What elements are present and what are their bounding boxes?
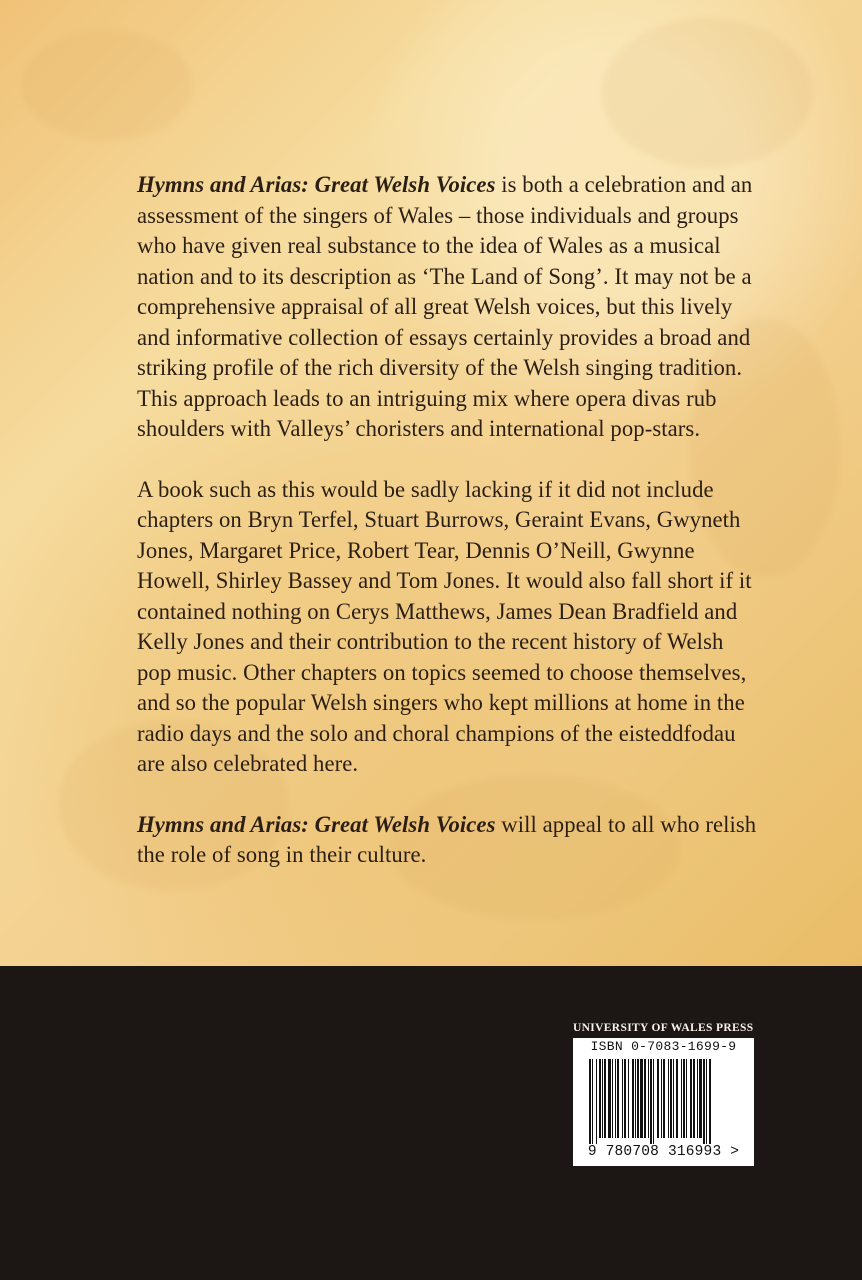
book-title: Hymns and Arias: Great Welsh Voices <box>137 811 496 837</box>
description-text: will appeal to all who relish the role of song in their culture. <box>137 811 757 867</box>
barcode-bar <box>670 1059 672 1138</box>
barcode-bar <box>650 1059 652 1144</box>
barcode <box>589 1059 743 1144</box>
barcode-bar <box>628 1059 629 1138</box>
barcode-number: 9 780708 316993 > <box>587 1144 740 1160</box>
barcode-bar <box>596 1059 597 1144</box>
barcode-bar <box>635 1059 636 1138</box>
barcode-bar <box>602 1059 603 1138</box>
barcode-bar <box>683 1059 685 1138</box>
book-title: Hymns and Arias: Great Welsh Voices <box>137 172 496 197</box>
barcode-bar <box>681 1059 682 1138</box>
barcode-bar <box>612 1059 613 1138</box>
description-paragraph-3 <box>137 810 762 871</box>
barcode-bar <box>690 1059 692 1138</box>
publisher-name: UNIVERSITY OF WALES PRESS <box>573 1022 754 1034</box>
barcode-bar <box>653 1059 654 1144</box>
barcode-bar <box>686 1059 687 1138</box>
barcode-bar <box>589 1059 591 1144</box>
barcode-bar <box>697 1059 698 1138</box>
isbn-text: ISBN 0-7083-1699-9 <box>590 1039 737 1054</box>
barcode-bar <box>592 1059 593 1144</box>
barcode-bar <box>640 1059 643 1138</box>
barcode-bar <box>703 1059 705 1144</box>
description-paragraph-2 <box>137 475 762 780</box>
description-text: A book such as this would be sadly lacking if it did not include chapters on Bryn Terfel, Stuart Burrows, Geraint Evans, Gwyneth Jones, Margaret Price, Robert Tear, Dennis O’Neill, Gwynne Howell, Shirley Bassey and Tom Jones. It would also fall short if it contained nothing on Cerys Matthews, James Dean Bradfield and Kelly Jones and their contribution to the recent history of Welsh pop music. Other chapters on topics seemed to choose themselves, and so the popular Welsh singers who kept millions at home in the radio days and the solo and choral champions of the eisteddfodau are also celebrated here. <box>137 476 752 776</box>
description-text: is both a celebration and an assessment of the singers of Wales – those individuals and groups who have given real substance to the idea of Wales as a musical nation and to its description as ‘The Land of Song’. It may not be a comprehensive appraisal of all great Welsh voices, but this lively and informative collection of essays certainly provides a broad and striking profile of the rich diversity of the Welsh singing tradition. This approach leads to an intriguing mix where opera divas rub shoulders with Valleys’ choristers and international pop-stars. <box>137 172 753 441</box>
background-texture <box>602 18 812 168</box>
barcode-bar <box>706 1059 707 1144</box>
barcode-bar <box>663 1059 665 1138</box>
barcode-bar <box>657 1059 659 1138</box>
background-texture <box>22 30 192 140</box>
barcode-bar <box>622 1059 623 1138</box>
barcode-bar <box>617 1059 619 1138</box>
description-paragraph-1 <box>137 170 762 445</box>
barcode-bar <box>624 1059 626 1138</box>
barcode-bar <box>604 1059 606 1138</box>
barcode-bar <box>673 1059 674 1138</box>
barcode-bar <box>644 1059 646 1138</box>
barcode-bar <box>637 1059 639 1138</box>
barcode-bar <box>676 1059 678 1138</box>
barcode-bar <box>699 1059 702 1138</box>
barcode-bar <box>632 1059 634 1138</box>
barcode-bar <box>608 1059 611 1138</box>
book-description <box>137 170 762 901</box>
barcode-bar <box>648 1059 649 1138</box>
barcode-bar <box>599 1059 601 1138</box>
isbn-barcode-label <box>573 1038 754 1166</box>
barcode-bar <box>668 1059 669 1138</box>
barcode-bar <box>615 1059 616 1138</box>
barcode-bar <box>709 1059 711 1144</box>
barcode-bar <box>661 1059 662 1138</box>
barcode-bar <box>693 1059 695 1138</box>
